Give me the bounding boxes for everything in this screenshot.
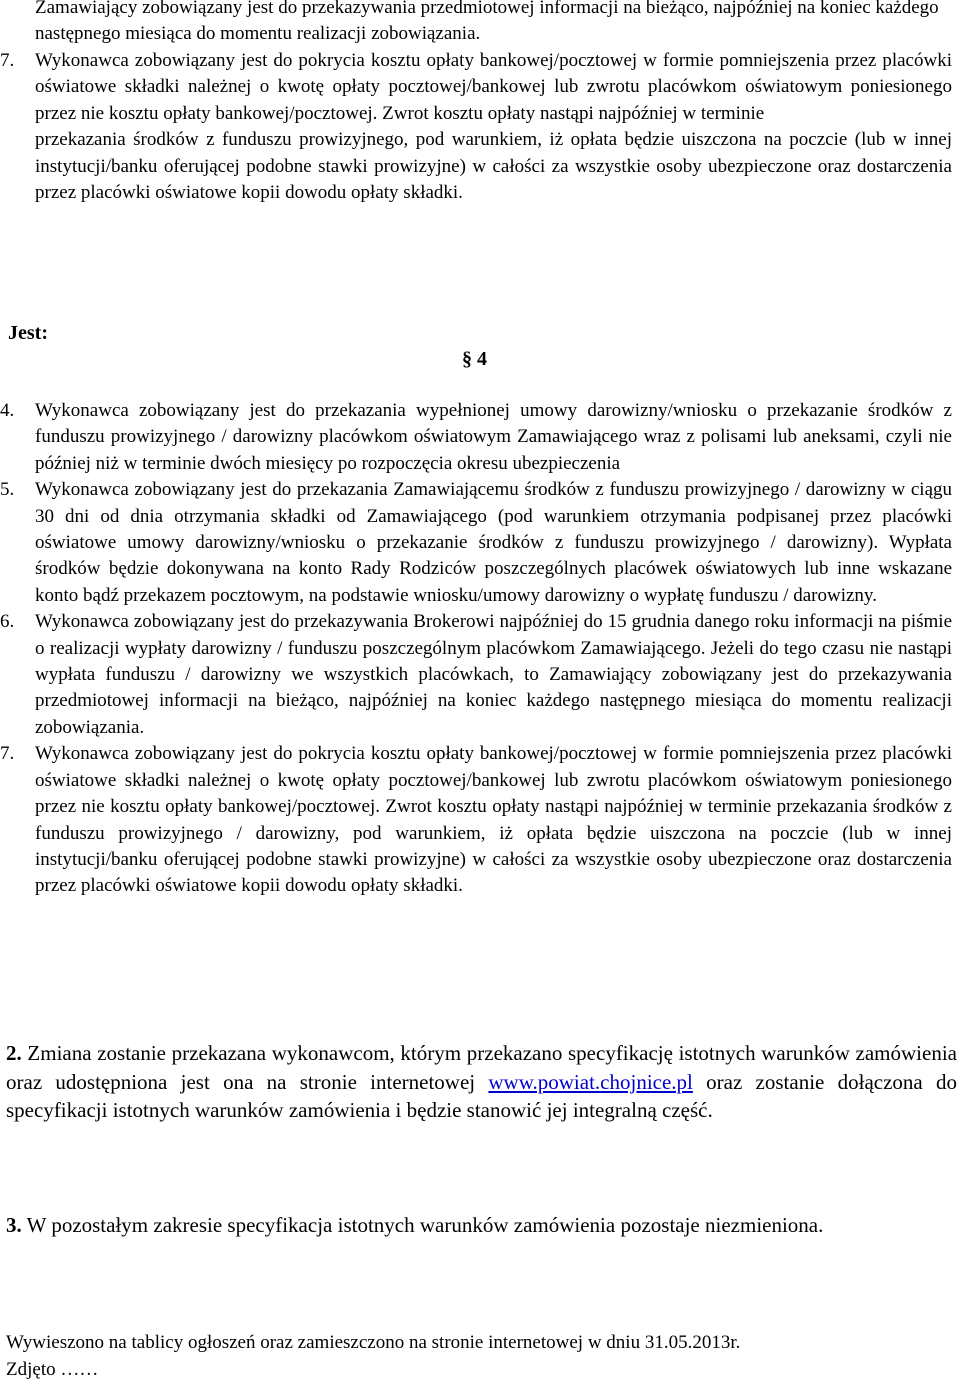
paragraph-number: 3. xyxy=(6,1213,22,1237)
paragraph-text: Zmiana zostanie przekazana wykonawcom, którym przekazano specyfikację istotnych warunków zamówienia oraz udostępniona jest ona na stronie internetowej xyxy=(6,1041,957,1094)
list-item xyxy=(0,477,952,609)
posted-notice: Wywieszono na tablicy ogłoszeń oraz zamieszczono na stronie internetowej w dniu 31.05.2013r. xyxy=(6,1332,741,1353)
list-item xyxy=(0,398,952,477)
item-text: Wykonawca zobowiązany jest do pokrycia kosztu opłaty bankowej/pocztowej w formie pomniejszenia przez placówki oświatowe składki należnej o kwotę opłaty pocztowej/bankowej lub zwrotu placówkom oświatowym poniesionego przez nie kosztu opłaty bankowej/pocztowej. Zwrot kosztu opłaty nastąpi najpóźniej w terminie przekazania środków z funduszu prowizyjnego / darowizny, pod warunkiem, iż opłata będzie uiszczona na poczcie (lub w innej instytucji/banku oferującej podobne stawki prowizyjne) w całości za wszystkie osoby ubezpieczone oraz dostarczenia przez placówki oświatowe kopii dowodu opłaty składki. xyxy=(35,743,952,897)
item-text: Wykonawca zobowiązany jest do przekazywania Brokerowi najpóźniej do 15 grudnia danego roku informacji na piśmie o realizacji wypłaty darowizny / funduszu poszczególnym placówkom Zamawiającego. Jeżeli do tego czasu nie nastąpi wypłata funduszu / darowizny we wszystkich placówkach, to Zamawiający zobowiązany jest do przekazywania przedmiotowej informacji na bieżąco, najpóźniej na koniec każdego następnego miesiąca do momentu realizacji zobowiązania. xyxy=(35,611,952,738)
item-number: 7. xyxy=(0,50,15,71)
item-7-original xyxy=(0,48,952,206)
paragraph-3 xyxy=(6,1211,957,1240)
item-text: Wykonawca zobowiązany jest do przekazania wypełnionej umowy darowizny/wniosku o przekazanie środków z funduszu prowizyjnego / darowizny placówkom oświatowym Zamawiającego wraz z polisami lub aneksami, czyli nie później niż w terminie dwóch miesięcy po rozpoczęcia okresu ubezpieczenia xyxy=(35,400,952,474)
website-link[interactable]: www.powiat.chojnice.pl xyxy=(488,1069,693,1094)
item-text-part-a: Wykonawca zobowiązany jest do pokrycia kosztu opłaty bankowej/pocztowej w formie pomniejszenia przez placówki oświatowe składki należnej o kwotę opłaty pocztowej/bankowej lub zwrotu placówkom oświatowym poniesionego przez nie kosztu opłaty bankowej/pocztowej. Zwrot kosztu opłaty nastąpi najpóźniej w terminie xyxy=(35,50,952,124)
item-text: Wykonawca zobowiązany jest do przekazania Zamawiającemu środków z funduszu prowizyjnego / darowizny w ciągu 30 dni od dnia otrzymania składki od Zamawiającego (pod warunkiem otrzymania podpisanej przez placówki oświatowe umowy darowizny/wniosku o przekazanie środków z funduszu prowizyjnego / darowizny). Wypłata środków będzie dokonywana na konto Rady Rodziców poszczególnych placówek oświatowych lub inne wskazane konto bądź przekazem pocztowym, na podstawie wniosku/umowy darowizny o wypłatę funduszu / darowizny. xyxy=(35,479,952,606)
removed-notice: Zdjęto …… xyxy=(6,1359,99,1380)
section-heading: § 4 xyxy=(462,348,487,370)
list-item xyxy=(0,741,952,899)
section-4-items xyxy=(0,398,952,900)
intro-paragraph xyxy=(35,0,952,48)
item-number: 5. xyxy=(0,479,15,501)
item-text-part-b: przekazania środków z funduszu prowizyjnego, pod warunkiem, iż opłata będzie uiszczona na poczcie (lub w innej instytucji/banku oferującej podobne stawki prowizyjne) w całości za wszystkie osoby ubezpieczone oraz dostarczenia przez placówki oświatowe kopii dowodu opłaty składki. xyxy=(35,129,952,204)
list-item xyxy=(0,609,952,741)
paragraph-2 xyxy=(6,1039,957,1125)
jest-label: Jest: xyxy=(8,322,48,344)
intro-text: Zamawiający zobowiązany jest do przekazywania przedmiotowej informacji na bieżąco, najpóźniej na koniec każdego następnego miesiąca do momentu realizacji zobowiązania. xyxy=(35,0,939,45)
paragraph-text-continued: oraz zostanie dołączona do specyfikacji istotnych warunków zamówienia i będzie stanowić jej integralną część. xyxy=(6,1069,957,1122)
item-number: 4. xyxy=(0,400,15,421)
item-number: 6. xyxy=(0,611,15,633)
list-item xyxy=(0,48,952,206)
paragraph-number: 2. xyxy=(6,1041,22,1065)
paragraph-text: W pozostałym zakresie specyfikacja istotnych warunków zamówienia pozostaje niezmieniona. xyxy=(26,1213,824,1237)
footer xyxy=(6,1329,957,1383)
item-number: 7. xyxy=(0,743,15,765)
